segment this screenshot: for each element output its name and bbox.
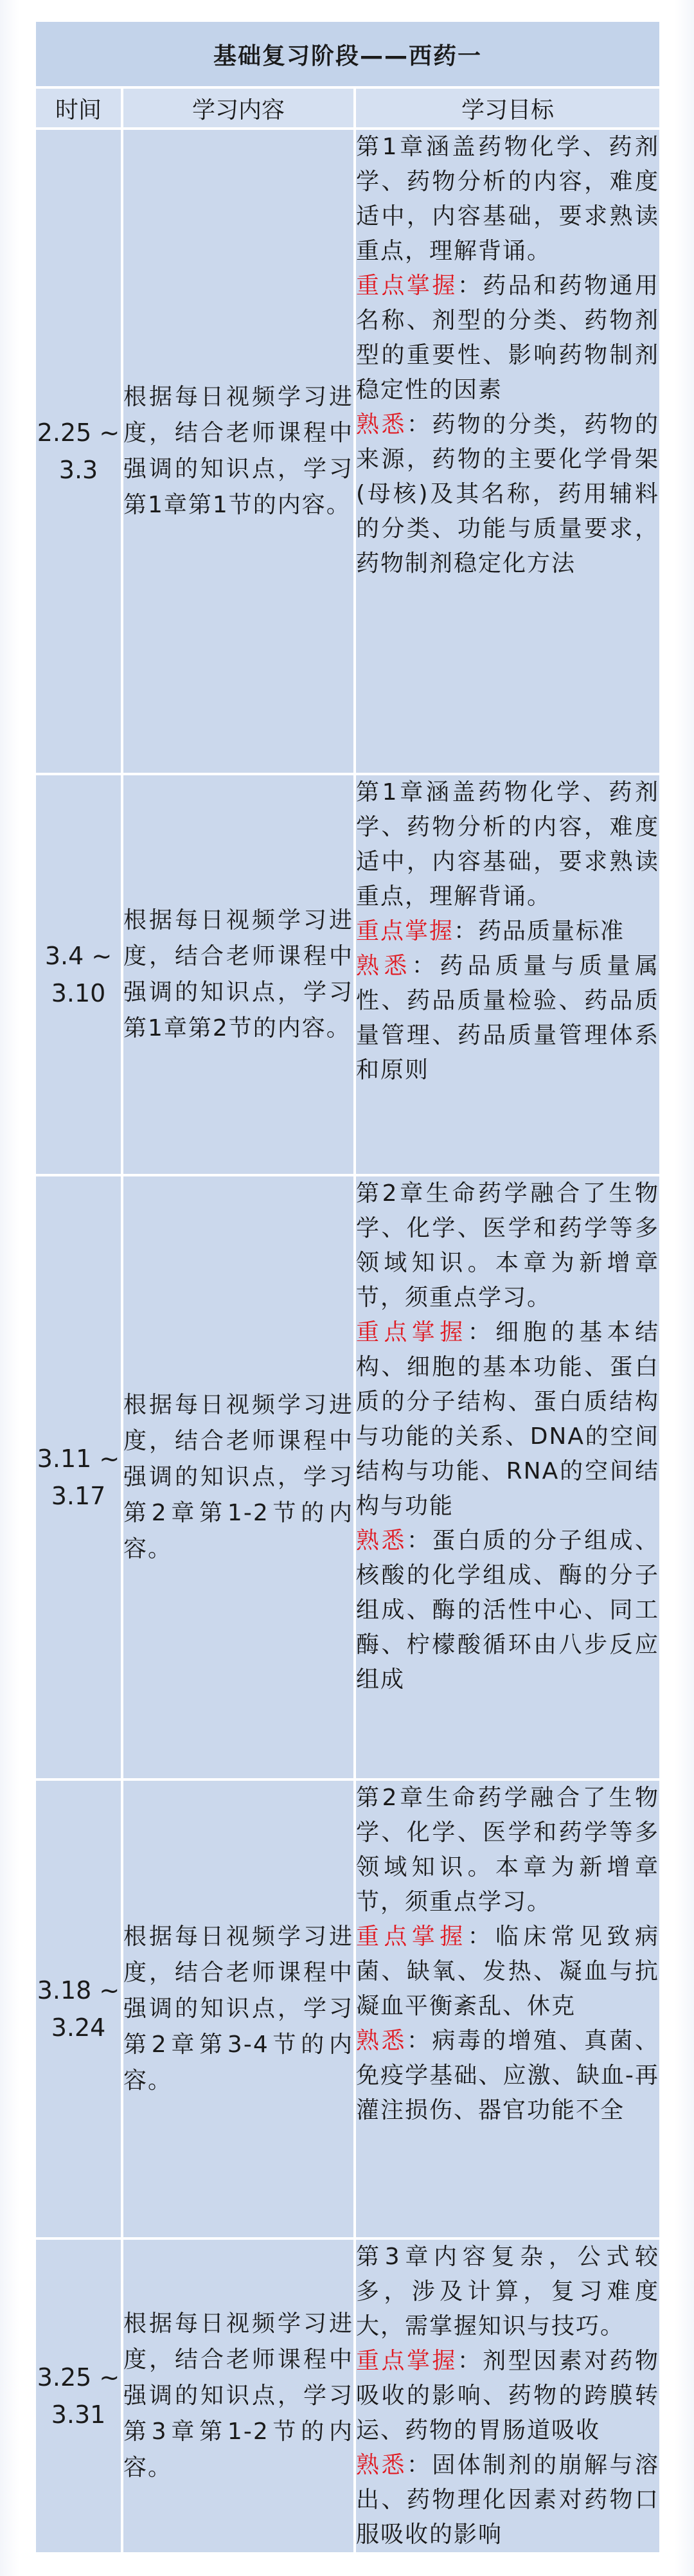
goal-intro: 第1章涵盖药物化学、药剂学、药物分析的内容，难度适中，内容基础，要求熟读重点，理解背诵。 [356, 134, 659, 264]
study-schedule-table [33, 19, 662, 2555]
table-row [35, 2238, 661, 2553]
row-time: 2.25 ~ 3.3 [35, 129, 122, 774]
row-goal [355, 2238, 661, 2553]
row-time: 3.18 ~ 3.24 [35, 1779, 122, 2238]
key-label: 重点掌握 [356, 1923, 468, 1950]
header-time: 时间 [35, 87, 122, 129]
familiar-text: ：药品质量与质量属性、药品质量检验、药品质量管理、药品质量管理体系和原则 [356, 953, 659, 1083]
table-row [35, 129, 661, 774]
goal-familiar [356, 949, 659, 1088]
familiar-label: 熟悉 [356, 2452, 407, 2478]
row-time: 3.25 ~ 3.31 [35, 2238, 122, 2553]
goal-key [356, 1920, 659, 2024]
header-goal: 学习目标 [355, 87, 661, 129]
row-content: 根据每日视频学习进度，结合老师课程中强调的知识点，学习第2章第3-4节的内容。 [122, 1779, 355, 2238]
key-text: ：临床常见致病菌、缺氧、发热、凝血与抗凝血平衡紊乱、休克 [356, 1923, 659, 2019]
goal-key [356, 269, 659, 408]
goal-familiar [356, 2024, 659, 2128]
goal-familiar [356, 408, 659, 581]
table-row [35, 774, 661, 1175]
familiar-label: 熟悉 [356, 2028, 407, 2054]
key-label: 重点掌握 [356, 1319, 468, 1346]
familiar-label: 熟悉 [356, 953, 412, 979]
goal-key [356, 1315, 659, 1524]
goal-intro: 第2章生命药学融合了生物学、化学、医学和药学等多领域知识。本章为新增章节，须重点学习。 [356, 1180, 659, 1311]
key-text: ：细胞的基本结构、细胞的基本功能、蛋白质的分子结构、蛋白质结构与功能的关系、DNA的空间结构与功能、RNA的空间结构与功能 [356, 1319, 659, 1519]
table-title: 基础复习阶段——西药一 [35, 21, 661, 87]
row-content: 根据每日视频学习进度，结合老师课程中强调的知识点，学习第1章第2节的内容。 [122, 774, 355, 1175]
key-text: ：药品质量标准 [454, 918, 625, 944]
row-content: 根据每日视频学习进度，结合老师课程中强调的知识点，学习第3章第1-2节的内容。 [122, 2238, 355, 2553]
key-label: 重点掌握 [356, 2348, 458, 2374]
table-title-row [35, 21, 661, 87]
header-content: 学习内容 [122, 87, 355, 129]
key-text: ：剂型因素对药物吸收的影响、药物的跨膜转运、药物的胃肠道吸收 [356, 2348, 659, 2444]
goal-intro: 第2章生命药学融合了生物学、化学、医学和药学等多领域知识。本章为新增章节，须重点学习。 [356, 1785, 659, 1915]
goal-intro: 第1章涵盖药物化学、药剂学、药物分析的内容，难度适中，内容基础，要求熟读重点，理解背诵。 [356, 779, 659, 910]
familiar-label: 熟悉 [356, 411, 407, 438]
familiar-text: ：蛋白质的分子组成、核酸的化学组成、酶的分子组成、酶的活性中心、同工酶、柠檬酸循环由八步反应组成 [356, 1527, 659, 1693]
goal-key [356, 914, 659, 949]
row-time: 3.11 ~ 3.17 [35, 1175, 122, 1779]
goal-key [356, 2344, 659, 2448]
row-goal [355, 774, 661, 1175]
row-goal [355, 1779, 661, 2238]
table-row [35, 1779, 661, 2238]
goal-familiar [356, 1524, 659, 1697]
table-row [35, 1175, 661, 1779]
familiar-label: 熟悉 [356, 1527, 407, 1554]
row-goal [355, 1175, 661, 1779]
row-time: 3.4 ~ 3.10 [35, 774, 122, 1175]
row-content: 根据每日视频学习进度，结合老师课程中强调的知识点，学习第2章第1-2节的内容。 [122, 1175, 355, 1779]
key-label: 重点掌握 [356, 918, 454, 944]
familiar-text: ：固体制剂的崩解与溶出、药物理化因素对药物口服吸收的影响 [356, 2452, 659, 2548]
key-label: 重点掌握 [356, 273, 458, 299]
goal-intro: 第3章内容复杂，公式较多，涉及计算，复习难度大，需掌握知识与技巧。 [356, 2244, 659, 2339]
goal-familiar [356, 2448, 659, 2552]
familiar-text: ：病毒的增殖、真菌、免疫学基础、应激、缺血-再灌注损伤、器官功能不全 [356, 2028, 659, 2123]
key-text: ：药品和药物通用名称、剂型的分类、药物剂型的重要性、影响药物制剂稳定性的因素 [356, 273, 659, 403]
table-header-row [35, 87, 661, 129]
row-goal [355, 129, 661, 774]
row-content: 根据每日视频学习进度，结合老师课程中强调的知识点，学习第1章第1节的内容。 [122, 129, 355, 774]
familiar-text: ：药物的分类，药物的来源，药物的主要化学骨架(母核)及其名称，药用辅料的分类、功能与质量要求，药物制剂稳定化方法 [356, 411, 659, 577]
